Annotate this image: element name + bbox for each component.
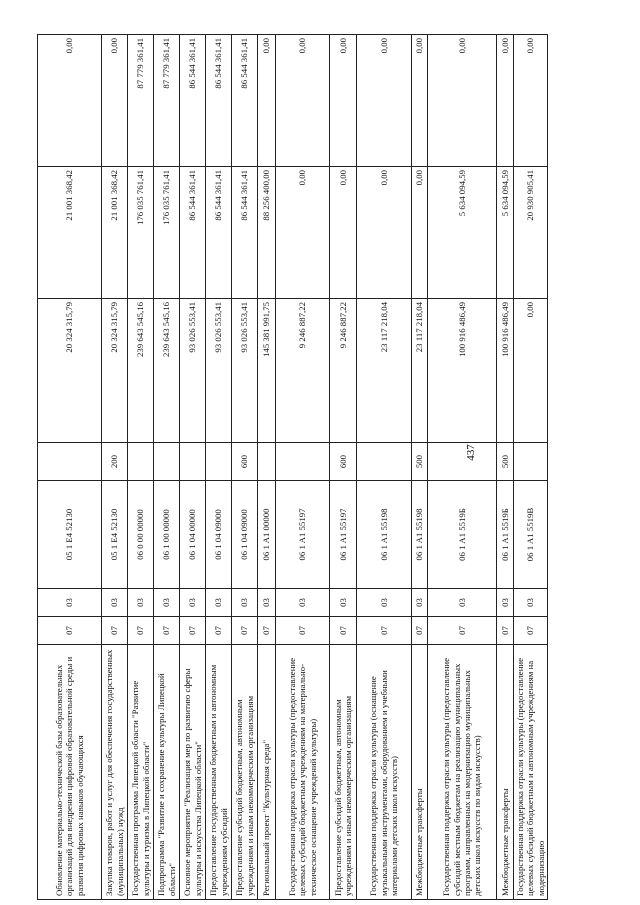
table-row: [232, 35, 258, 900]
section-code: 07: [428, 617, 497, 645]
amount-2024: 176 035 761,41: [154, 167, 180, 299]
target-article-code: 05 1 E4 52130: [38, 481, 102, 589]
expense-type-code: 500: [412, 443, 428, 481]
expense-type-code: [357, 443, 412, 481]
amount-2025: 86 544 361,41: [206, 35, 232, 167]
amount-2024: 5 634 094,59: [497, 167, 514, 299]
row-name: Предоставление субсидий бюджетным, автономным учреждениям и иным некоммерческим организациям: [330, 645, 357, 900]
section-code: 07: [128, 617, 154, 645]
target-article-code: 06 1 04 00000: [180, 481, 206, 589]
section-code: 07: [514, 617, 548, 645]
amount-2023: 9 246 887,22: [330, 299, 357, 443]
table-row: [276, 35, 330, 900]
target-article-code: 06 1 A1 55198: [357, 481, 412, 589]
table-row: [180, 35, 206, 900]
section-code: 07: [330, 617, 357, 645]
amount-2025: 0,00: [38, 35, 102, 167]
section-code: 07: [180, 617, 206, 645]
subsection-code: 03: [102, 589, 128, 617]
row-name: Предоставление государственным бюджетным и автономным учреждениям субсидий: [206, 645, 232, 900]
amount-2024: 20 930 905,41: [514, 167, 548, 299]
row-name: Межбюджетные трансферты: [497, 645, 514, 900]
amount-2025: 0,00: [276, 35, 330, 167]
table-row: [330, 35, 357, 900]
amount-2025: 87 779 361,41: [154, 35, 180, 167]
expense-type-code: 500: [497, 443, 514, 481]
row-name: Региональный проект "Культурная среда": [258, 645, 276, 900]
amount-2023: 93 026 553,41: [206, 299, 232, 443]
table-row: [38, 35, 102, 900]
amount-2024: 0,00: [330, 167, 357, 299]
section-code: 07: [206, 617, 232, 645]
row-name: Государственная поддержка отрасли культуры (предоставление субсидий местным бюджетам на реализацию муниципальных программ, направленных на модернизацию муниципальных детских школ искусств по видам искусств): [428, 645, 497, 900]
amount-2024: 88 256 400,00: [258, 167, 276, 299]
subsection-code: 03: [330, 589, 357, 617]
table-row: [154, 35, 180, 900]
row-name: Государственная поддержка отрасли культуры (предоставление целевых субсидий бюджетным учреждениям на материально-техническое оснащение учреждений культуры): [276, 645, 330, 900]
expense-type-code: [428, 443, 497, 481]
section-code: 07: [258, 617, 276, 645]
section-code: 07: [412, 617, 428, 645]
table-row: [428, 35, 497, 900]
subsection-code: 03: [232, 589, 258, 617]
amount-2023: 93 026 553,41: [180, 299, 206, 443]
amount-2024: 0,00: [276, 167, 330, 299]
target-article-code: 06 1 A1 55198: [412, 481, 428, 589]
expense-type-code: [128, 443, 154, 481]
section-code: 07: [102, 617, 128, 645]
amount-2023: 239 643 545,16: [154, 299, 180, 443]
target-article-code: 06 1 A1 55197: [276, 481, 330, 589]
section-code: 07: [154, 617, 180, 645]
target-article-code: 06 1 04 09000: [232, 481, 258, 589]
amount-2023: 9 246 887,22: [276, 299, 330, 443]
amount-2025: 0,00: [497, 35, 514, 167]
table-row: [258, 35, 276, 900]
expense-type-code: [154, 443, 180, 481]
target-article-code: 06 1 A1 55197: [330, 481, 357, 589]
expense-type-code: [206, 443, 232, 481]
amount-2024: 0,00: [357, 167, 412, 299]
subsection-code: 03: [357, 589, 412, 617]
page-number: 437: [465, 444, 477, 461]
target-article-code: 06 1 00 00000: [154, 481, 180, 589]
section-code: 07: [232, 617, 258, 645]
row-name: Закупка товаров, работ и услуг для обеспечения государственных (муниципальных) нужд: [102, 645, 128, 900]
amount-2025: 86 544 361,41: [232, 35, 258, 167]
table-row: [412, 35, 428, 900]
expense-type-code: 200: [102, 443, 128, 481]
amount-2025: 0,00: [357, 35, 412, 167]
row-name: Государственная программа Липецкой области "Развитие культуры и туризма в Липецкой области": [128, 645, 154, 900]
subsection-code: 03: [38, 589, 102, 617]
table-row: [357, 35, 412, 900]
table-row: [514, 35, 548, 900]
amount-2025: 0,00: [258, 35, 276, 167]
target-article-code: 06 1 A1 5519В: [514, 481, 548, 589]
row-name: Обновление материально-технической базы образовательных организаций для внедрения цифровой образовательной среды и развития цифровых навыков обучающихся: [38, 645, 102, 900]
subsection-code: 03: [258, 589, 276, 617]
amount-2025: 0,00: [102, 35, 128, 167]
target-article-code: 06 1 A1 5519Б: [428, 481, 497, 589]
amount-2025: 0,00: [514, 35, 548, 167]
expense-type-code: [276, 443, 330, 481]
amount-2024: 86 544 361,41: [206, 167, 232, 299]
target-article-code: 06 1 04 09000: [206, 481, 232, 589]
amount-2023: 239 643 545,16: [128, 299, 154, 443]
amount-2025: 0,00: [330, 35, 357, 167]
subsection-code: 03: [180, 589, 206, 617]
section-code: 07: [38, 617, 102, 645]
subsection-code: 03: [128, 589, 154, 617]
row-name: Межбюджетные трансферты: [412, 645, 428, 900]
subsection-code: 03: [206, 589, 232, 617]
expense-type-code: [514, 443, 548, 481]
section-code: 07: [497, 617, 514, 645]
amount-2024: 86 544 361,41: [180, 167, 206, 299]
row-name: Предоставление субсидий бюджетным, автономным учреждениям и иным некоммерческим организациям: [232, 645, 258, 900]
row-name: Подпрограмма "Развитие и сохранение культуры Липецкой области": [154, 645, 180, 900]
amount-2023: 20 324 315,79: [102, 299, 128, 443]
expense-type-code: 600: [330, 443, 357, 481]
subsection-code: 03: [412, 589, 428, 617]
amount-2023: 0,00: [514, 299, 548, 443]
subsection-code: 03: [428, 589, 497, 617]
amount-2025: 87 779 361,41: [128, 35, 154, 167]
subsection-code: 03: [154, 589, 180, 617]
amount-2024: 5 634 094,59: [428, 167, 497, 299]
section-code: 07: [357, 617, 412, 645]
amount-2024: 176 035 761,41: [128, 167, 154, 299]
amount-2024: 0,00: [412, 167, 428, 299]
row-name: Основное мероприятие "Реализация мер по развитию сферы культуры и искусства Липецкой области": [180, 645, 206, 900]
table-row: [497, 35, 514, 900]
amount-2023: 23 117 218,04: [412, 299, 428, 443]
amount-2023: 93 026 553,41: [232, 299, 258, 443]
amount-2023: 20 324 315,79: [38, 299, 102, 443]
amount-2023: 100 916 486,49: [428, 299, 497, 443]
amount-2024: 21 001 368,42: [102, 167, 128, 299]
target-article-code: 06 1 A1 00000: [258, 481, 276, 589]
amount-2025: 0,00: [428, 35, 497, 167]
expense-type-code: 600: [232, 443, 258, 481]
subsection-code: 03: [497, 589, 514, 617]
amount-2024: 21 001 368,42: [38, 167, 102, 299]
section-code: 07: [276, 617, 330, 645]
target-article-code: 06 0 00 00000: [128, 481, 154, 589]
table-row: [102, 35, 128, 900]
table-row: [128, 35, 154, 900]
expense-type-code: [38, 443, 102, 481]
amount-2025: 86 544 361,41: [180, 35, 206, 167]
target-article-code: 06 1 A1 5519Б: [497, 481, 514, 589]
amount-2023: 23 117 218,04: [357, 299, 412, 443]
amount-2025: 0,00: [412, 35, 428, 167]
row-name: Государственная поддержка отрасли культуры (оснащение музыкальными инструментами, оборудованием и учебными материалами детских школ искусств): [357, 645, 412, 900]
subsection-code: 03: [276, 589, 330, 617]
expense-type-code: [258, 443, 276, 481]
expense-type-code: [180, 443, 206, 481]
amount-2023: 145 381 991,75: [258, 299, 276, 443]
amount-2023: 100 916 486,49: [497, 299, 514, 443]
subsection-code: 03: [514, 589, 548, 617]
amount-2024: 86 544 361,41: [232, 167, 258, 299]
row-name: Государственная поддержка отрасли культуры (предоставление целевых субсидий бюджетным и автономным учреждениям на модернизацию: [514, 645, 548, 900]
table-row: [206, 35, 232, 900]
target-article-code: 05 1 E4 52130: [102, 481, 128, 589]
